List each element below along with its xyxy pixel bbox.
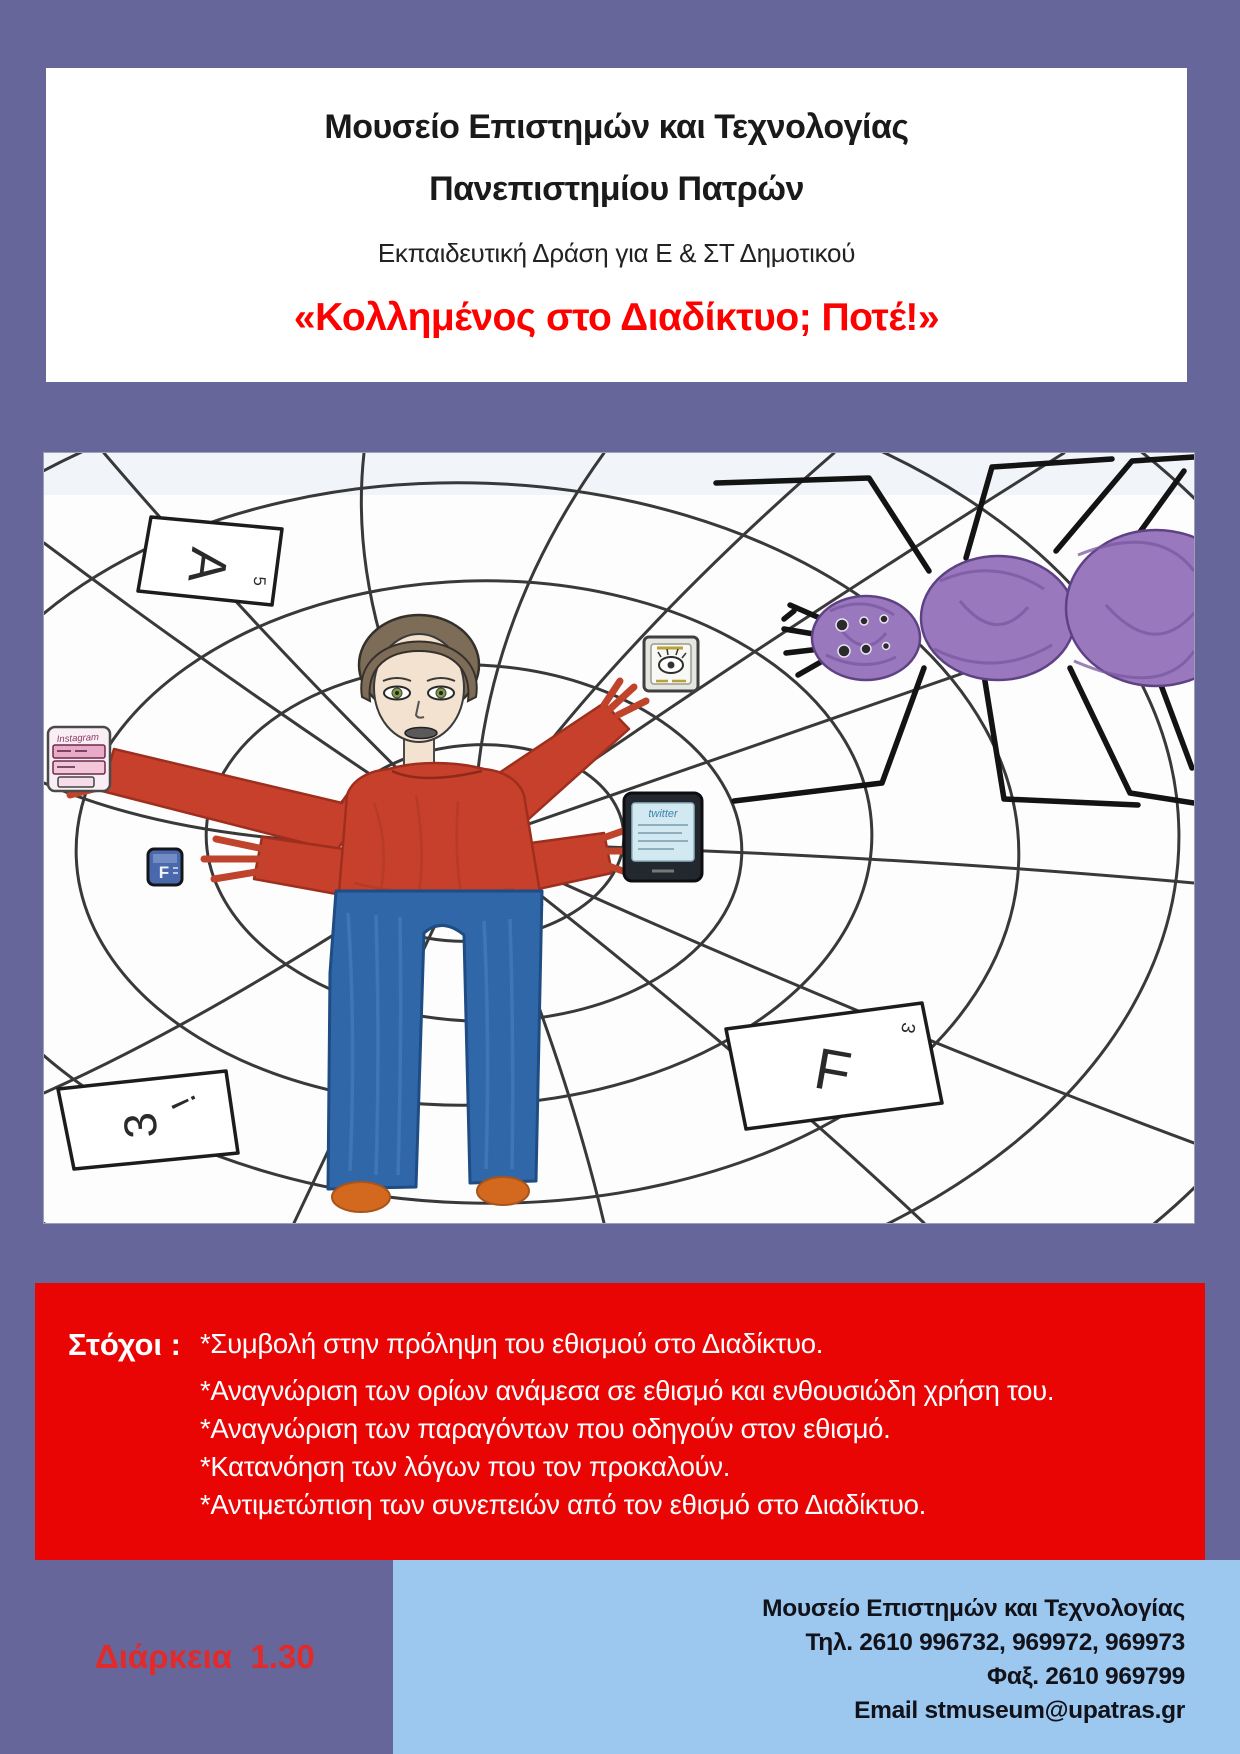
objective-item: *Αναγνώριση των ορίων ανάμεσα σε εθισμό και ενθουσιώδη χρήση του.: [200, 1375, 1055, 1406]
paper-tile-3: [58, 1071, 238, 1169]
objectives-label: Στόχοι :: [68, 1327, 181, 1362]
objectives-list: [200, 1325, 1195, 1524]
objectives-box: [35, 1283, 1205, 1560]
header-box: [46, 68, 1187, 382]
contact-fax: Φαξ. 2610 969799: [987, 1663, 1185, 1690]
instagram-device-icon: [48, 727, 110, 791]
contact-phone: Τηλ. 2610 996732, 969972, 969973: [805, 1629, 1185, 1656]
svg-text:F: F: [809, 1035, 856, 1106]
paper-tile-a: [138, 517, 282, 605]
svg-text:3: 3: [896, 1020, 919, 1035]
svg-text:A: A: [176, 544, 239, 587]
twitter-device-icon: [624, 793, 702, 881]
objective-item: *Συμβολή στην πρόληψη του εθισμού στο Διαδίκτυο.: [200, 1328, 824, 1359]
poster-slogan: «Κολλημένος στο Διαδίκτυο; Ποτέ!»: [293, 296, 940, 339]
sky-tint: [44, 453, 1194, 495]
svg-text:F: F: [158, 863, 170, 882]
facebook-device-icon: [148, 849, 182, 885]
contact-box: [393, 1560, 1240, 1754]
museum-title-line2: Πανεπιστημίου Πατρών: [429, 170, 804, 208]
web-drawing-illustration: [44, 453, 1194, 1223]
contact-email: Email stmuseum@upatras.gr: [854, 1697, 1185, 1724]
objective-item: *Κατανόηση των λόγων που τον προκαλούν.: [200, 1451, 731, 1482]
contact-org-name: Μουσείο Επιστημών και Τεχνολογίας: [762, 1595, 1185, 1622]
camera-device-icon: [644, 637, 698, 691]
objective-item: *Αντιμετώπιση των συνεπειών από τον εθισμό στο Διαδίκτυο.: [200, 1489, 927, 1520]
objective-item: *Αναγνώριση των παραγόντων που οδηγούν στον εθισμό.: [200, 1413, 891, 1444]
svg-text:5: 5: [249, 576, 270, 587]
svg-text:twitter: twitter: [648, 808, 678, 820]
museum-title-line1: Μουσείο Επιστημών και Τεχνολογίας: [324, 108, 909, 146]
svg-text:!: !: [162, 1089, 204, 1116]
svg-text:3: 3: [113, 1110, 168, 1141]
activity-subtitle: Εκπαιδευτική Δράση για Ε & ΣΤ Δημοτικού: [377, 238, 856, 268]
duration-label: Διάρκεια 1.30: [95, 1638, 315, 1675]
svg-text:Instagram: Instagram: [56, 731, 100, 746]
